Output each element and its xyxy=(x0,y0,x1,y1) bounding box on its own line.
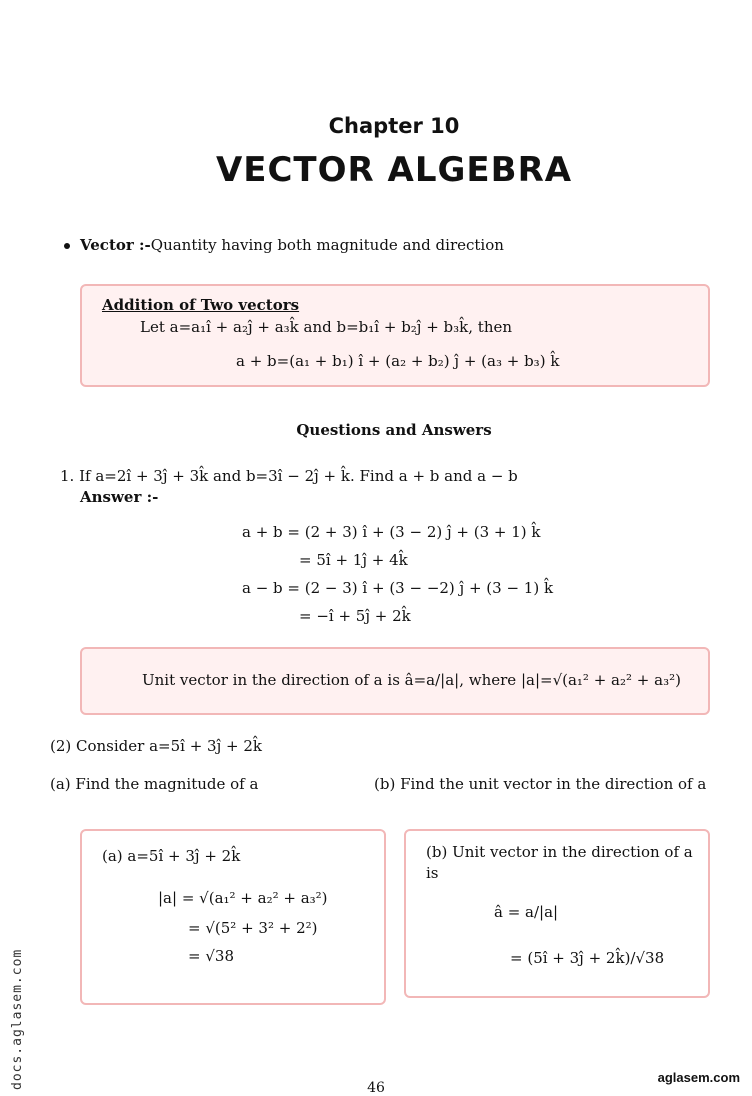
answer-a-line2: |a| = √(a₁² + a₂² + a₃²) xyxy=(158,889,328,907)
qa-heading: Questions and Answers xyxy=(296,421,492,439)
answer1-step4: = −î + 5ĵ + 2k̂ xyxy=(299,607,411,625)
answer1-step1: a + b = (2 + 3) î + (3 − 2) ĵ + (3 + 1) k̂ xyxy=(242,523,541,541)
addition-heading: Addition of Two vectors xyxy=(102,296,300,314)
unit-vector-box xyxy=(80,647,710,715)
definition-term: Vector :- xyxy=(80,236,151,254)
unit-vector-text: Unit vector in the direction of a is â=a/|a|, where |a|=√(a₁² + a₂² + a₃²) xyxy=(142,671,681,689)
addition-line1: Let a=a₁î + a₂ĵ + a₃k̂ and b=b₁î + b₂ĵ + b₃k̂, then xyxy=(140,318,513,336)
side-watermark: docs.aglasem.com xyxy=(10,948,25,1090)
answer-a-line3: = √(5² + 3² + 2²) xyxy=(188,919,318,937)
bullet-icon xyxy=(64,243,70,249)
answer1-label: Answer :- xyxy=(80,488,159,506)
answer-a-line4: = √38 xyxy=(188,947,234,965)
question2-prompt: (2) Consider a=5î + 3ĵ + 2k̂ xyxy=(50,737,262,755)
answer-b-line4: = (5î + 3ĵ + 2k̂)/√38 xyxy=(510,949,665,967)
answer-a-box xyxy=(80,829,386,1005)
page-title: VECTOR ALGEBRA xyxy=(215,150,573,190)
brand-label: aglasem.com xyxy=(657,1070,740,1085)
addition-line2: a + b=(a₁ + b₁) î + (a₂ + b₂) ĵ + (a₃ + b₃) k̂ xyxy=(236,352,560,370)
chapter-label: Chapter 10 xyxy=(328,114,460,138)
page-number: 46 xyxy=(367,1080,385,1096)
question2-part-a: (a) Find the magnitude of a xyxy=(50,775,259,793)
answer-b-line3: â = a/|a| xyxy=(494,903,559,921)
addition-box xyxy=(80,284,710,387)
answer-b-line2: is xyxy=(426,864,439,882)
answer-a-line1: (a) a=5î + 3ĵ + 2k̂ xyxy=(102,847,241,865)
answer-b-line1: (b) Unit vector in the direction of a xyxy=(426,843,693,861)
definition-text: Quantity having both magnitude and direction xyxy=(150,236,504,254)
answer1-step2: = 5î + 1ĵ + 4k̂ xyxy=(299,551,408,569)
answer1-step3: a − b = (2 − 3) î + (3 − −2) ĵ + (3 − 1) k̂ xyxy=(242,579,554,597)
answer-b-box xyxy=(404,829,710,998)
question1-text: 1. If a=2î + 3ĵ + 3k̂ and b=3î − 2ĵ + k̂. Find a + b and a − b xyxy=(60,467,518,485)
question2-part-b: (b) Find the unit vector in the direction of a xyxy=(374,775,707,793)
definition-bullet xyxy=(64,236,504,254)
